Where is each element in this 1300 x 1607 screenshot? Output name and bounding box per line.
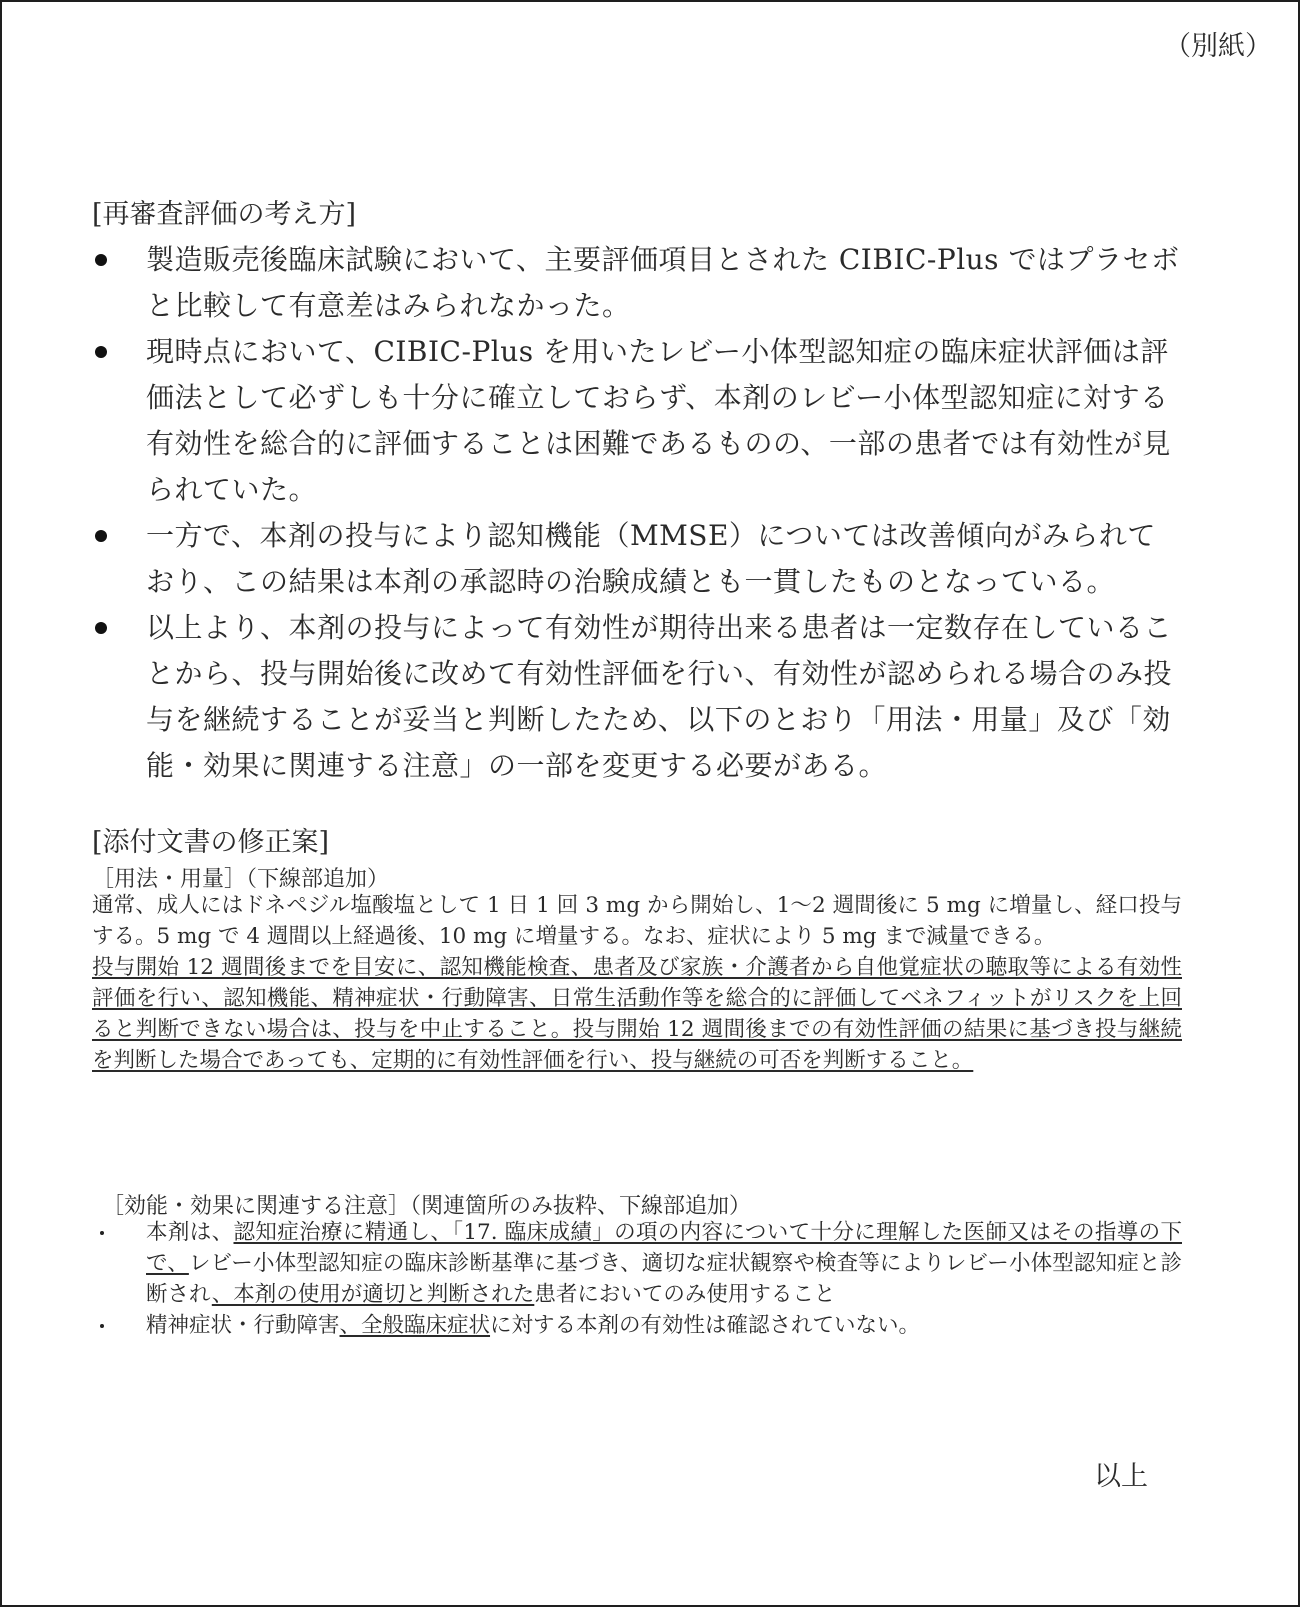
precaution-1-end: 患者においてのみ使用すること — [534, 1282, 836, 1307]
dosage-subheading: ［用法・用量］（下線部追加） — [92, 867, 390, 892]
precaution-1-existing: レビー小体型認知症の臨床診断基準に基づき、適切な症状観察や検査等によりレビー小体型認知症と診断され — [146, 1251, 1182, 1307]
list-item: 現時点において、CIBIC-Plus を用いたレビー小体型認知症の臨床症状評価は評価法として必ずしも十分に確立しておらず、本剤のレビー小体型認知症に対する有効性を総合的に評価することは困難であるものの、一部の患者では有効性が見られていた。 — [92, 329, 1182, 513]
dosage-existing-text: 通常、成人にはドネペジル塩酸塩として 1 日 1 回 3 mg から開始し、1～2 週間後に 5 mg に増量し、経口投与する。5 mg で 4 週間以上経過後、10 mg に増量する。なお、症状により 5 mg まで減量できる。 — [92, 893, 1182, 949]
precautions-subheading: ［効能・効果に関連する注意］（関連箇所のみ抜粋、下線部追加） — [102, 1194, 752, 1219]
precaution-2-added: 、全般臨床症状 — [339, 1313, 491, 1338]
list-item — [92, 1217, 1182, 1310]
precaution-1-added-a: 認知症治療に精通し、「17. 臨床成績」の項の内容について十分に理解した医師又はその指導の下で、 — [146, 1220, 1182, 1276]
closing-mark: 以上 — [1094, 1461, 1148, 1492]
precautions-list — [92, 1217, 1182, 1341]
precaution-2-end: に対する本剤の有効性は確認されていない。 — [490, 1313, 921, 1338]
label-revision-heading: [添付文書の修正案] — [92, 827, 330, 858]
list-item: 以上より、本剤の投与によって有効性が期待出来る患者は一定数存在していることから、投与開始後に改めて有効性評価を行い、有効性が認められる場合のみ投与を継続することが妥当と判断したため、以下のとおり「用法・用量」及び「効能・効果に関連する注意」の一部を変更する必要がある。 — [92, 605, 1182, 789]
precaution-1-intro: 本剤は、 — [146, 1220, 234, 1245]
dosage-added-text: 投与開始 12 週間後までを目安に、認知機能検査、患者及び家族・介護者から自他覚症状の聴取等による有効性評価を行い、認知機能、精神症状・行動障害、日常生活動作等を総合的に評価してベネフィットがリスクを上回ると判断できない場合は、投与を中止すること。投与開始 12 週間後までの有効性評価の結果に基づき投与継続を判断した場合であっても、定期的に有効性評価を行い、投与継続の可否を判断すること。 — [92, 955, 1182, 1073]
precaution-2-intro: 精神症状・行動障害 — [146, 1313, 340, 1338]
dosage-text — [92, 890, 1182, 1076]
review-approach-list — [92, 237, 1182, 789]
list-item: 製造販売後臨床試験において、主要評価項目とされた CIBIC-Plus ではプラセボと比較して有意差はみられなかった。 — [92, 237, 1182, 329]
list-item: 一方で、本剤の投与により認知機能（MMSE）については改善傾向がみられており、この結果は本剤の承認時の治験成績とも一貫したものとなっている。 — [92, 513, 1182, 605]
attachment-tag: （別紙） — [1164, 31, 1272, 62]
list-item — [92, 1310, 1182, 1341]
precaution-1-added-b: 、本剤の使用が適切と判断された — [211, 1282, 535, 1307]
review-approach-heading: [再審査評価の考え方] — [92, 199, 357, 230]
